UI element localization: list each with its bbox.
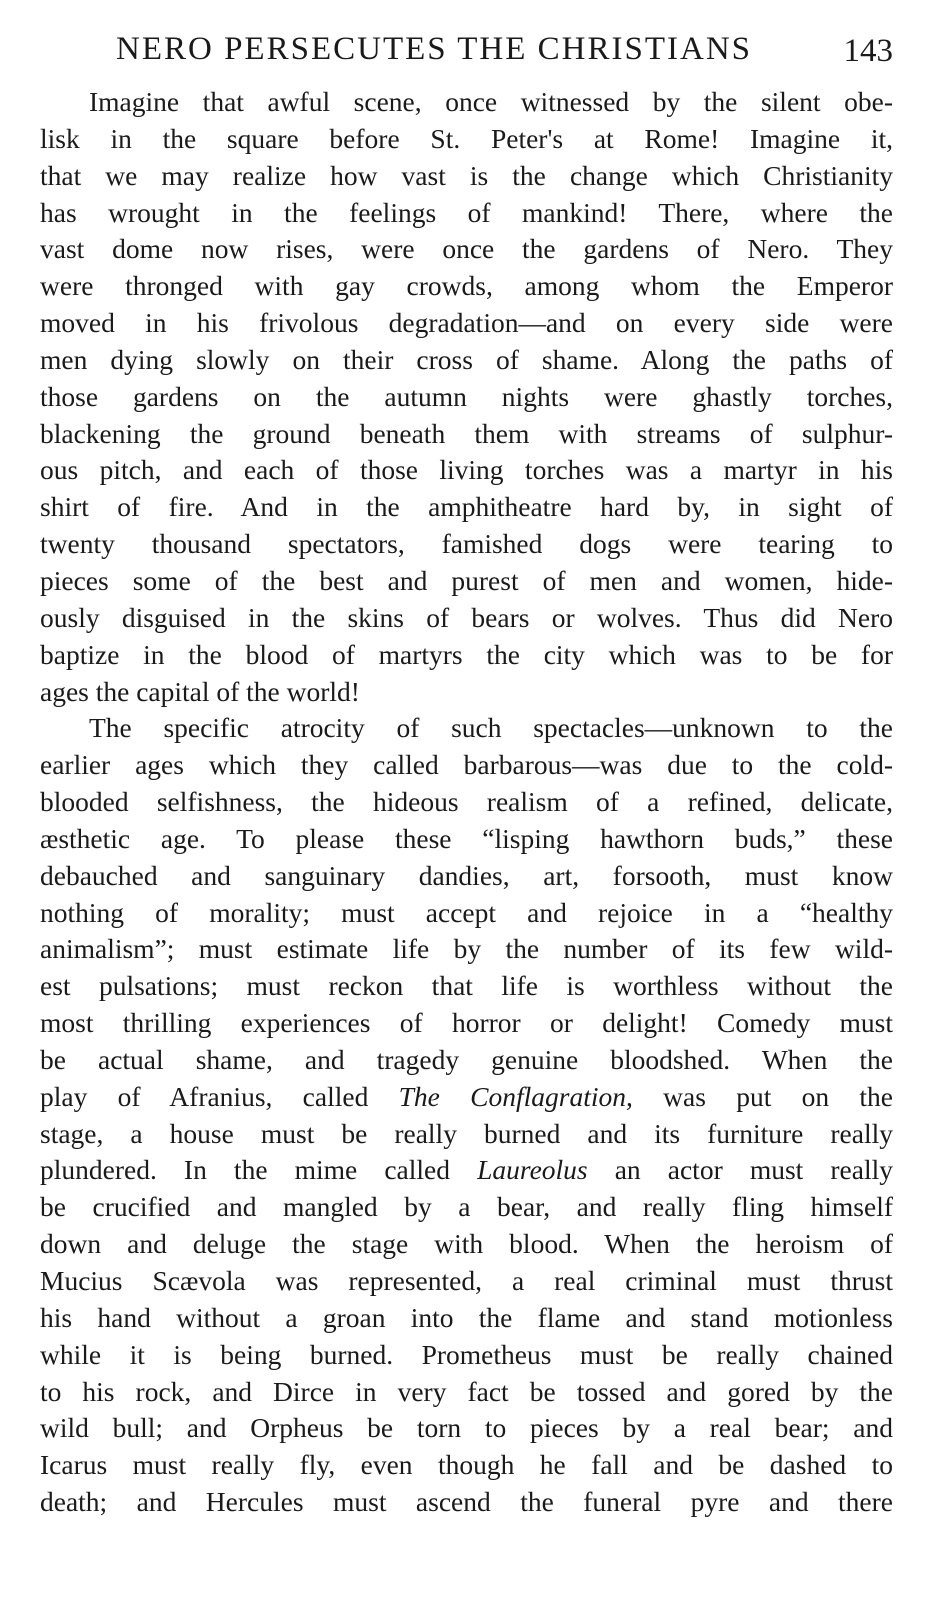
text-line: The specific atrocity of such spectacles—unknown to the bbox=[89, 712, 893, 744]
mime-title: Laureolus bbox=[477, 1154, 588, 1186]
text-line: ously disguised in the skins of bears or wolves. Thus did Nero bbox=[40, 601, 893, 633]
text-line: est pulsations; must reckon that life is worthless without the bbox=[40, 970, 893, 1002]
text-segment: an actor must really bbox=[587, 1154, 893, 1186]
text-line: Imagine that awful scene, once witnessed by the silent obe- bbox=[89, 86, 893, 117]
text-line: has wrought in the feelings of mankind! There, where the bbox=[40, 196, 893, 228]
text-line: ous pitch, and each of those living torches was a martyr in his bbox=[40, 454, 893, 486]
text-line: men dying slowly on their cross of shame. Along the paths of bbox=[40, 343, 893, 375]
running-head: NERO PERSECUTES THE CHRISTIANS bbox=[116, 31, 753, 67]
text-line: that we may realize how vast is the change which Christianity bbox=[40, 159, 893, 191]
text-line: stage, a house must be really burned and its furniture really bbox=[40, 1117, 893, 1149]
text-line: those gardens on the autumn nights were ghastly torches, bbox=[40, 380, 893, 412]
text-line: animalism”; must estimate life by the number of its few wild- bbox=[40, 933, 893, 965]
text-line: earlier ages which they called barbarous—was due to the cold- bbox=[40, 749, 893, 781]
text-line: be actual shame, and tragedy genuine bloodshed. When the bbox=[40, 1043, 893, 1075]
text-line: to his rock, and Dirce in very fact be tossed and gored by the bbox=[40, 1375, 893, 1407]
text-line: debauched and sanguinary dandies, art, forsooth, must know bbox=[40, 859, 893, 891]
body-text bbox=[40, 84, 893, 1521]
text-line: blackening the ground beneath them with streams of sulphur- bbox=[40, 417, 893, 449]
text-segment: plundered. In the mime called bbox=[40, 1154, 478, 1186]
text-line: vast dome now rises, were once the gardens of Nero. They bbox=[40, 233, 893, 265]
text-line: moved in his frivolous degradation—and on every side were bbox=[40, 307, 893, 339]
text-line: shirt of fire. And in the amphitheatre hard by, in sight of bbox=[40, 491, 893, 523]
text-line: ages the capital of the world! bbox=[40, 675, 360, 707]
text-line: Mucius Scævola was represented, a real criminal must thrust bbox=[40, 1265, 893, 1296]
text-line: most thrilling experiences of horror or delight! Comedy must bbox=[40, 1007, 893, 1039]
page-number: 143 bbox=[843, 33, 893, 69]
text-line: baptize in the blood of martyrs the city which was to be for bbox=[40, 638, 893, 670]
text-line: be crucified and mangled by a bear, and really fling himself bbox=[40, 1191, 893, 1223]
text-line: while it is being burned. Prometheus must be really chained bbox=[40, 1338, 893, 1370]
text-line-with-title bbox=[40, 1152, 893, 1189]
text-line-with-title bbox=[40, 1079, 893, 1116]
text-line: were thronged with gay crowds, among whom the Emperor bbox=[40, 270, 893, 302]
text-line: nothing of morality; must accept and rejoice in a “healthy bbox=[40, 896, 893, 928]
text-line: death; and Hercules must ascend the funeral pyre and there bbox=[40, 1486, 893, 1518]
text-line: lisk in the square before St. Peter's at Rome! Imagine it, bbox=[40, 122, 893, 154]
play-title: The Conflagration, bbox=[398, 1080, 633, 1112]
text-line: æsthetic age. To please these “lisping hawthorn buds,” these bbox=[40, 822, 893, 854]
text-line: twenty thousand spectators, famished dogs were tearing to bbox=[40, 528, 893, 560]
text-line: down and deluge the stage with blood. When the heroism of bbox=[40, 1228, 893, 1260]
text-line: Icarus must really fly, even though he fall and be dashed to bbox=[40, 1449, 893, 1481]
page-header bbox=[40, 24, 893, 74]
text-segment: was put on the bbox=[632, 1080, 893, 1112]
text-line: his hand without a groan into the flame and stand motionless bbox=[40, 1301, 893, 1333]
text-line: pieces some of the best and purest of men and women, hide- bbox=[40, 564, 893, 596]
text-line: blooded selfishness, the hideous realism of a refined, delicate, bbox=[40, 786, 893, 818]
book-page bbox=[40, 24, 893, 1584]
text-line: wild bull; and Orpheus be torn to pieces by a real bear; and bbox=[40, 1412, 893, 1444]
text-segment: play of Afranius, called bbox=[40, 1080, 399, 1112]
